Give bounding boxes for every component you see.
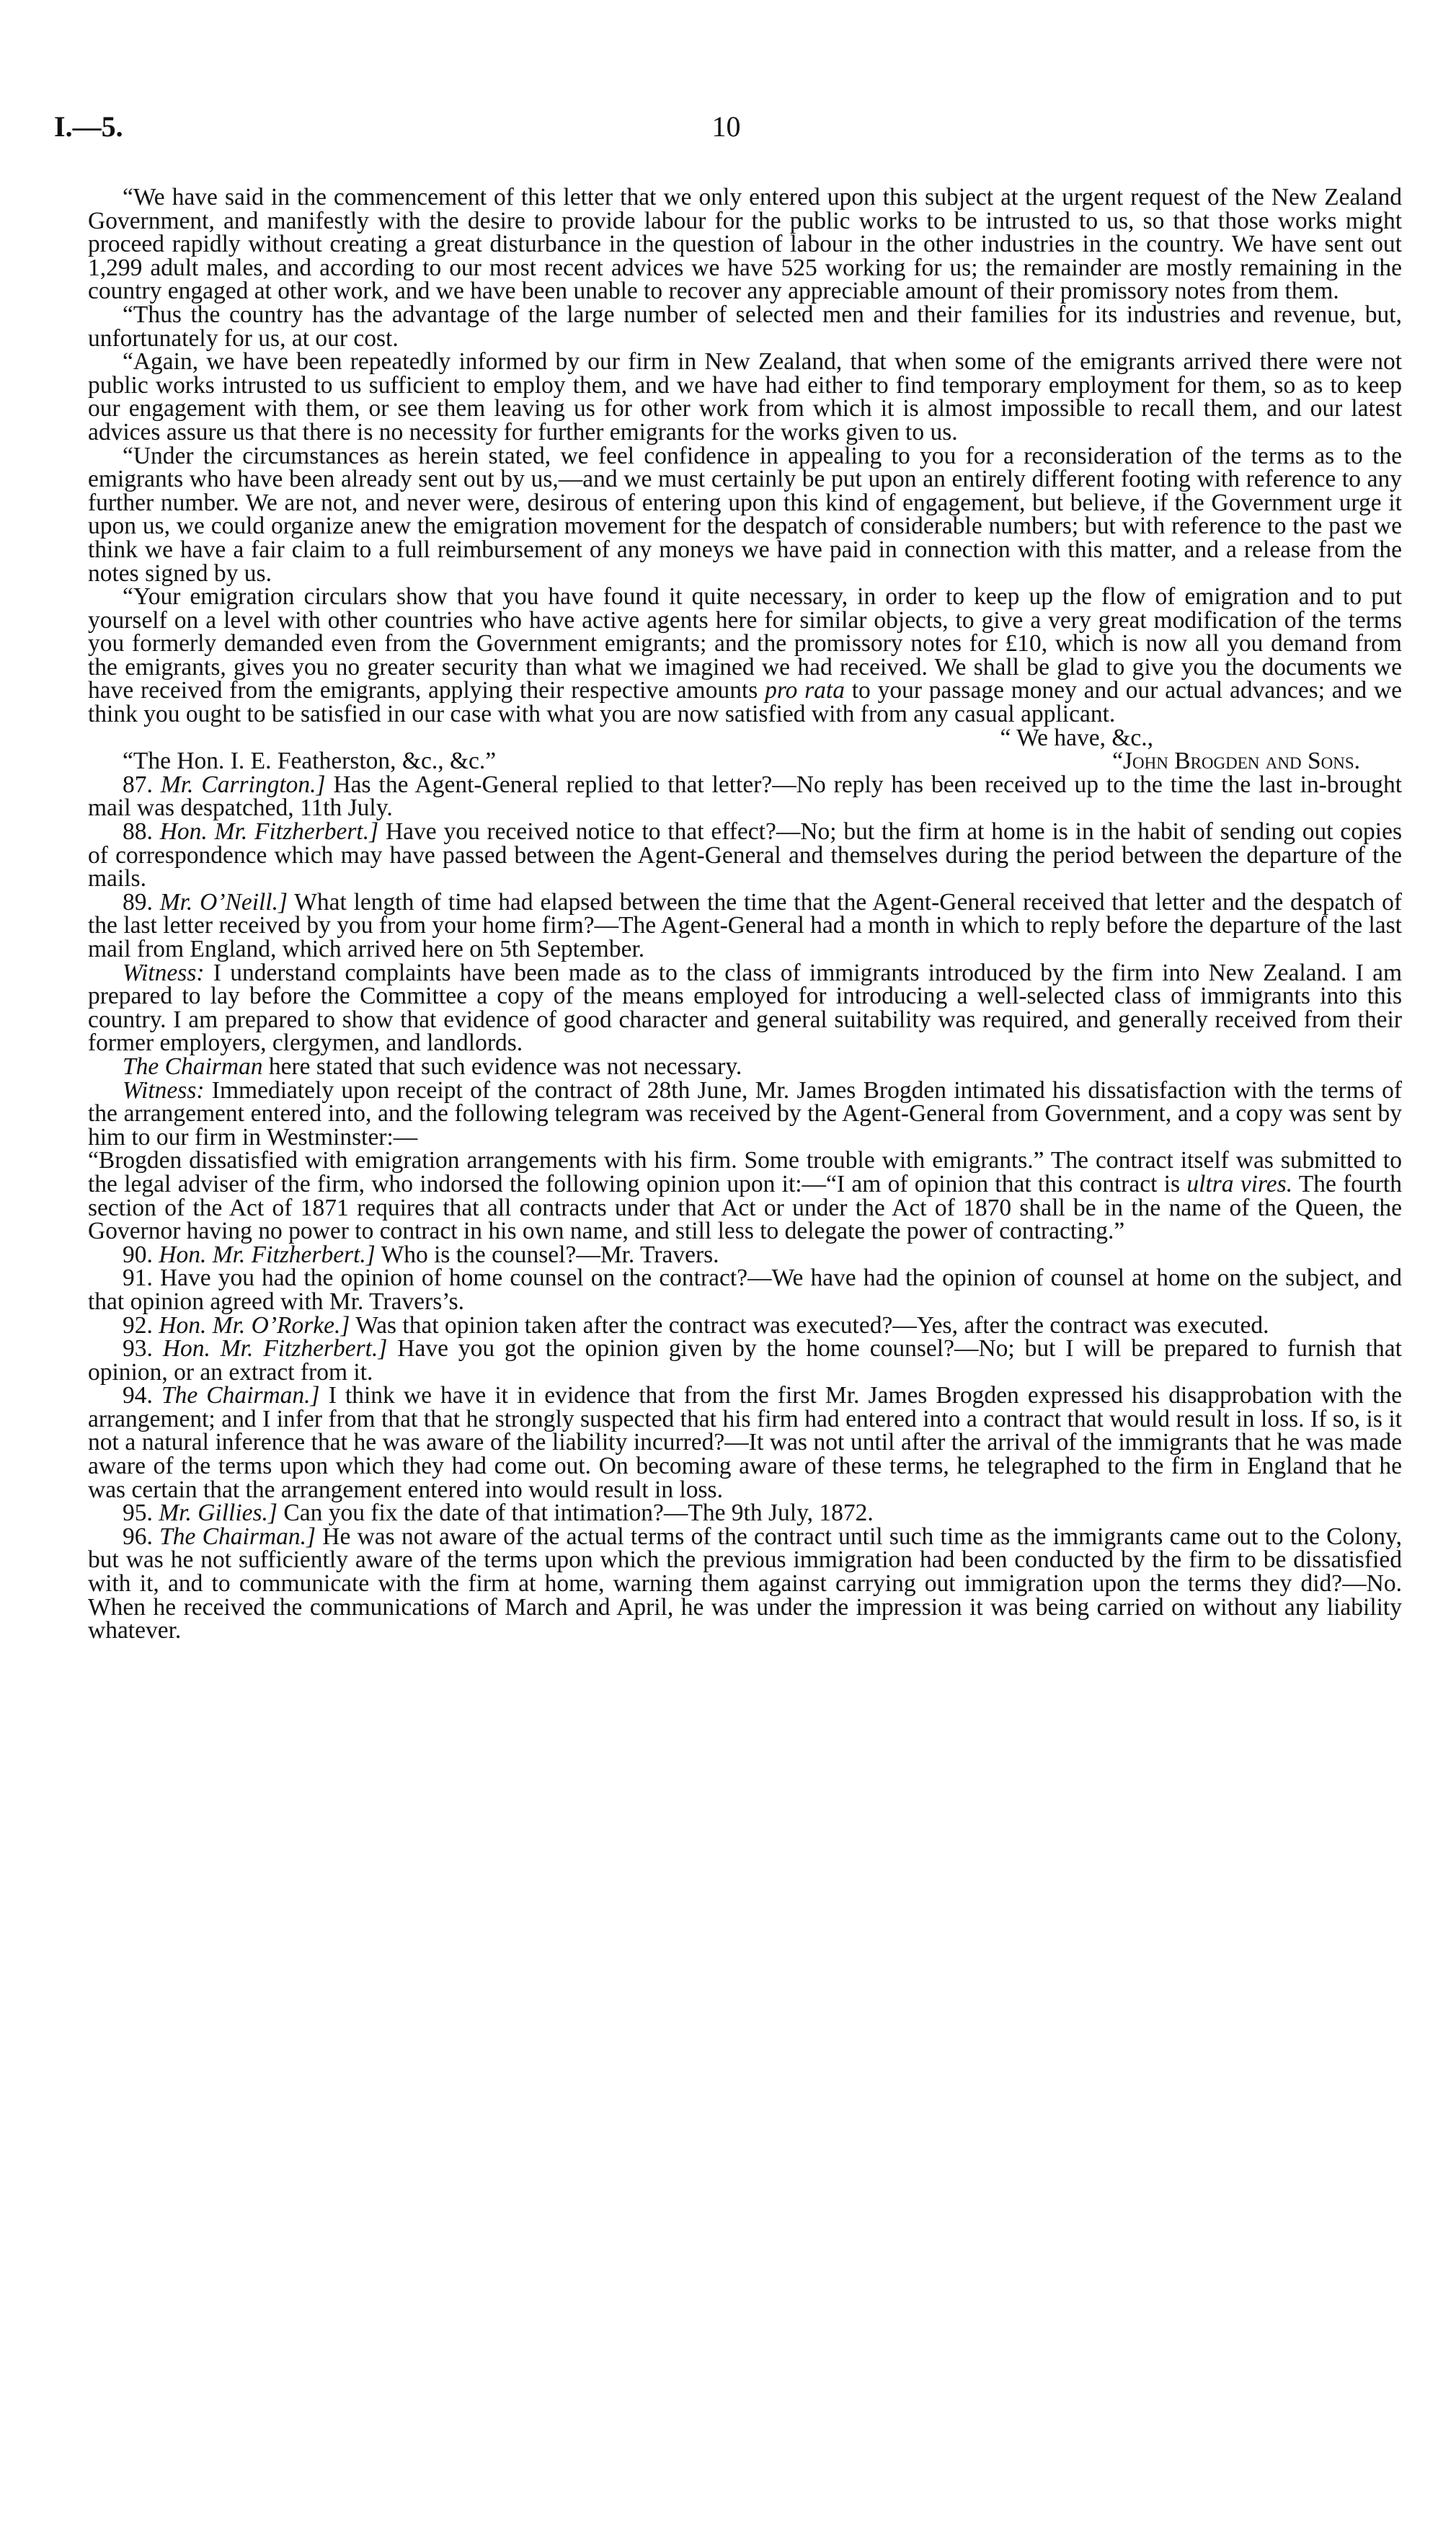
telegram-text: “Brogden dissatisfied with emigration arrangements with his firm. Some trouble with emigrants.” The contract itself was submitted to the legal adviser of the firm, who indorsed the following opinion upon it:—“I am of opinion that this contract is ultra vires. The fourth section of the Act of 1871 requires that all contracts under that Act or under the Act of 1870 shall be in the name of the Queen, the Governor having no power to contract in his own name, and still less to delegate the power of contracting.” [88, 1147, 1402, 1245]
letter-text: to your passage money and our actual advances; and we think you ought to be satisfied in our case with what you are now satisfied with from any casual applicant. [88, 677, 1402, 728]
page-header [54, 110, 1398, 159]
question-92: 92. Hon. Mr. O’Rorke.] Was that opinion taken after the contract was executed?—Yes, after the contract was executed. [123, 1311, 1269, 1339]
speaker: Witness: [123, 959, 205, 986]
letter-italic-text: pro rata [765, 677, 845, 704]
question-88: 88. Hon. Mr. Fitzherbert.] Have you received notice to that effect?—No; but the firm at home is in the habit of sending out copies of correspondence which may have passed between the Agent-General and themselves during the period between the departure of the mails. [88, 818, 1403, 893]
letter-paragraph [88, 585, 1402, 727]
question-89: 89. Mr. O’Neill.] What length of time had elapsed between the time that the Agent-General received that letter and the despatch of the last letter received by you from your home firm?—The Agent-General had a month in which to reply before the departure of the last mail from England, which arrived here on 5th September. [88, 888, 1402, 962]
letter-signature: “John Brogden and Sons. [1112, 748, 1360, 775]
signature-name: John Brogden and Sons. [1122, 748, 1360, 775]
speaker: Witness: [123, 1076, 205, 1104]
question-90: 90. Hon. Mr. Fitzherbert.] Who is the counsel?—Mr. Travers. [123, 1241, 719, 1268]
speaker: The Chairman.] [161, 1382, 320, 1409]
witness-statement: Witness: I understand complaints have been made as to the class of immigrants introduced by the firm into New Zealand. I am prepared to lay before the Committee a copy of the means employed for introducing a well-selected class of immigrants into this country. I am prepared to show that evidence of good character and general suitability was required, and generally received from their former employers, clergymen, and landlords. [88, 959, 1402, 1057]
letter-paragraph: “Thus the country has the advantage of the large number of selected men and their families for its industries and revenue, but, unfortunately for us, at our cost. [88, 301, 1402, 352]
speaker: Mr. Gillies.] [159, 1500, 278, 1527]
letter-text: “Your emigration circulars show that you have found it quite necessary, in order to keep up the flow of emigration and to put yourself on a level with other countries who have active agents here for similar objects, to give a very great modification of the terms you formerly demanded even from the Government emigrants; and the promissory notes for £10, which is now all you demand from the emigrants, gives you no greater security than what we imagined we had received. We shall be glad to give you the documents we have received from the emigrants, applying their respective amounts [88, 583, 1402, 704]
letter-paragraph: “Under the circumstances as herein stated, we feel confidence in appealing to you for a reconsideration of the terms as to the emigrants who have been already sent out by us,—and we must certainly be put upon an entirely different footing with reference to any further number. We are not, and never were, desirous of entering upon this kind of engagement, but believe, if the Government urge it upon us, we could organize anew the emigration movement for the despatch of considerable numbers; but with reference to the past we think we have a fair claim to a full reimbursement of any moneys we have paid in connection with this matter, and a release from the notes signed by us. [88, 442, 1402, 587]
chairman-note: The Chairman here stated that such evidence was not necessary. [123, 1053, 742, 1080]
speaker: Hon. Mr. O’Rorke.] [159, 1311, 350, 1339]
question-96: 96. The Chairman.] He was not aware of the actual terms of the contract until such time as the immigrants came out to the Colony, but was he not sufficiently aware of the terms upon which the previous immigration had been conducted by the firm to be dissatisfied with it, and to communicate with the firm at home, warning them against carrying out immigration upon the terms they did?—No. When he received the communications of March and April, he was under the impression it was being carried on without any liability whatever. [88, 1523, 1403, 1644]
document-id: I.—5. [54, 110, 123, 143]
letter-closing: “ We have, &c., [1000, 724, 1153, 751]
speaker: Hon. Mr. Fitzherbert.] [162, 1335, 388, 1363]
page-body [88, 186, 1402, 1643]
page-number: 10 [711, 110, 741, 143]
speaker: Hon. Mr. Fitzherbert.] [159, 1241, 376, 1268]
question-91: 91. Have you had the opinion of home counsel on the contract?—We have had the opinion of counsel at home on the subject, and that opinion agreed with Mr. Travers’s. [88, 1264, 1402, 1315]
question-94: 94. The Chairman.] I think we have it in evidence that from the first Mr. James Brogden expressed his disapprobation with the arrangement; and I infer from that that he strongly suspected that his firm had entered into a contract that would result in loss. If so, is it not a natural inference that he was aware of the liability incurred?—It was not until after the arrival of the immigrants that he was made aware of the terms upon which they had come out. On becoming aware of these terms, he telegraphed to the firm in England that he was certain that the arrangement entered into would result in loss. [88, 1382, 1403, 1503]
speaker: The Chairman.] [159, 1523, 316, 1550]
letter-paragraph: “We have said in the commencement of this letter that we only entered upon this subject at the urgent request of the New Zealand Government, and manifestly with the desire to provide labour for the public works to be intrusted to us, so that those works might proceed rapidly without creating a great disturbance in the question of labour in the other industries in the country. We have sent out 1,299 adult males, and according to our most recent advices we have 525 working for us; the remainder are mostly remaining in the country engaged at other work, and we have been unable to recover any appreciable amount of their promissory notes from them. [88, 184, 1402, 305]
question-95: 95. Mr. Gillies.] Can you fix the date of that intimation?—The 9th July, 1872. [123, 1500, 874, 1527]
speaker: The Chairman [123, 1053, 263, 1080]
letter-addressee: “The Hon. I. E. Featherston, &c., &c.” [123, 748, 497, 775]
speaker: Mr. O’Neill.] [159, 888, 288, 916]
witness-statement: Witness: Immediately upon receipt of the contract of 28th June, Mr. James Brogden intimated his dissatisfaction with the terms of the arrangement entered into, and the following telegram was received by the Agent-General from Government, and a copy was sent by him to our firm in Westminster:— [88, 1076, 1402, 1151]
letter-paragraph: “Again, we have been repeatedly informed by our firm in New Zealand, that when some of the emigrants arrived there were not public works intrusted to us sufficient to employ them, and we have had either to find temporary employment for them, so as to keep our engagement with them, or see them leaving us for other work from which it is almost impossible to recall them, and our latest advices assure us that there is no necessity for further emigrants for the works given to us. [88, 348, 1402, 446]
question-93: 93. Hon. Mr. Fitzherbert.] Have you got the opinion given by the home counsel?—No; but I will be prepared to furnish that opinion, or an extract from it. [88, 1335, 1402, 1386]
question-87: 87. Mr. Carrington.] Has the Agent-General replied to that letter?—No reply has been received up to the time the last in-brought mail was despatched, 11th July. [88, 771, 1402, 822]
speaker: Mr. Carrington.] [160, 771, 326, 798]
letter-signature-row [88, 750, 1402, 774]
speaker: Hon. Mr. Fitzherbert.] [159, 818, 379, 846]
